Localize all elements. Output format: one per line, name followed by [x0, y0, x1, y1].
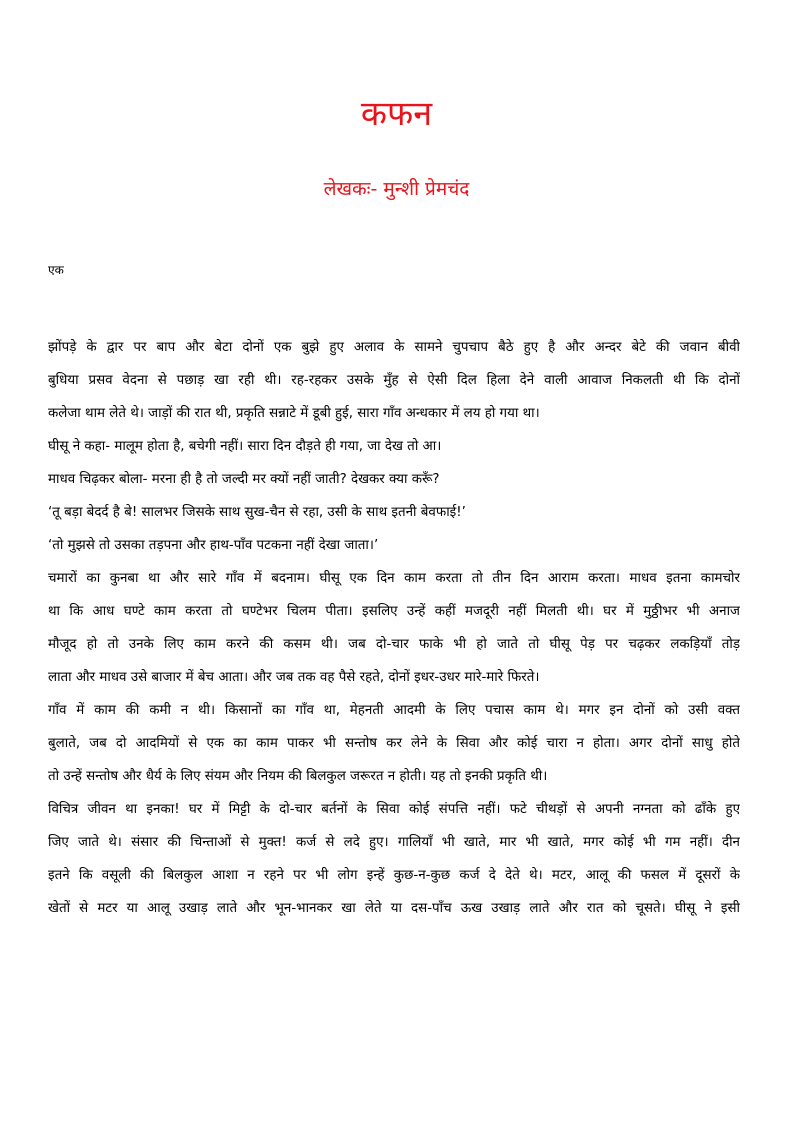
paragraph-line: खेतों से मटर या आलू उखाड़ लाते और भून-भानकर खा लेते या दस-पाँच ऊख उखाड़ लाते और रात को चूसते। घीसू ने इसी [48, 901, 740, 916]
paragraph-line: जिए जाते थे। संसार की चिन्ताओं से मुक्त! कर्ज से लदे हुए। गालियाँ भी खाते, मार भी खाते, मगर कोई भी गम नहीं। दीन [48, 835, 740, 850]
paragraph-line: इतने कि वसूली की बिलकुल आशा न रहने पर भी लोग इन्हें कुछ-न-कुछ कर्ज दे देते थे। मटर, आलू की फसल में दूसरों के [48, 868, 740, 883]
paragraph-line: झोंपड़े के द्वार पर बाप और बेटा दोनों एक बुझे हुए अलाव के सामने चुपचाप बैठे हुए है और अन्दर बेटे की जवान बीवी [48, 340, 740, 355]
story-title: कफन [360, 94, 433, 134]
paragraph-line: विचित्र जीवन था इनका! घर में मिट्टी के दो-चार बर्तनों के सिवा कोई संपत्ति नहीं। फटे चीथड़ों से अपनी नग्नता को ढाँके हुए [48, 802, 740, 817]
paragraph-line: मौजूद हो तो उनके लिए काम करने की कसम थी। जब दो-चार फाके भी हो जाते तो घीसू पेड़ पर चढ़कर लकड़ियाँ तोड़ [48, 637, 740, 652]
paragraph-line: चमारों का कुनबा था और सारे गाँव में बदनाम। घीसू एक दिन काम करता तो तीन दिन आराम करता। माधव इतना कामचोर [48, 571, 740, 586]
paragraph-line: गाँव में काम की कमी न थी। किसानों का गाँव था, मेहनती आदमी के लिए पचास काम थे। मगर इन दोनों को उसी वक्त [48, 703, 740, 718]
paragraph-line: बुलाते, जब दो आदमियों से एक का काम पाकर भी सन्तोष कर लेने के सिवा और कोई चारा न होता। अगर दोनों साधु होते [48, 736, 740, 751]
paragraph-line: कलेजा थाम लेते थे। जाड़ों की रात थी, प्रकृति सन्नाटे में डूबी हुई, सारा गाँव अन्धकार में लय हो गया था। [48, 406, 540, 421]
paragraph-line: बुधिया प्रसव वेदना से पछाड़ खा रही थी। रह-रहकर उसके मुँह से ऐसी दिल हिला देने वाली आवाज निकलती थी कि दोनों [48, 373, 740, 388]
paragraph-line: था कि आध घण्टे काम करता तो घण्टेभर चिलम पीता। इसलिए उन्हें कहीं मजदूरी नहीं मिलती थी। घर में मुठ्ठीभर भी अनाज [48, 604, 740, 619]
paragraph-line: घीसू ने कहा- मालूम होता है, बचेगी नहीं। सारा दिन दौड़ते ही गया, जा देख तो आ। [48, 439, 442, 454]
section-label: एक [48, 263, 64, 277]
author-byline: लेखकः- मुन्शी प्रेमचंद [323, 178, 470, 200]
paragraph-line: लाता और माधव उसे बाजार में बेच आता। और जब तक वह पैसे रहते, दोनों इधर-उधर मारे-मारे फिरते। [48, 670, 540, 685]
paragraph-line: ‘तो मुझसे तो उसका तड़पना और हाथ-पाँव पटकना नहीं देखा जाता।’ [48, 538, 379, 553]
paragraph-line: ‘तू बड़ा बेदर्द है बे! सालभर जिसके साथ सुख-चैन से रहा, उसी के साथ इतनी बेवफाई!’ [48, 505, 466, 520]
paragraph-line: तो उन्हें सन्तोष और धैर्य के लिए संयम और नियम की बिलकुल जरूरत न होती। यह तो इनकी प्रकृति थी। [48, 769, 548, 784]
paragraph-line: माधव चिढ़कर बोला- मरना ही है तो जल्दी मर क्यों नहीं जाती? देखकर क्या करूँ? [48, 472, 440, 487]
